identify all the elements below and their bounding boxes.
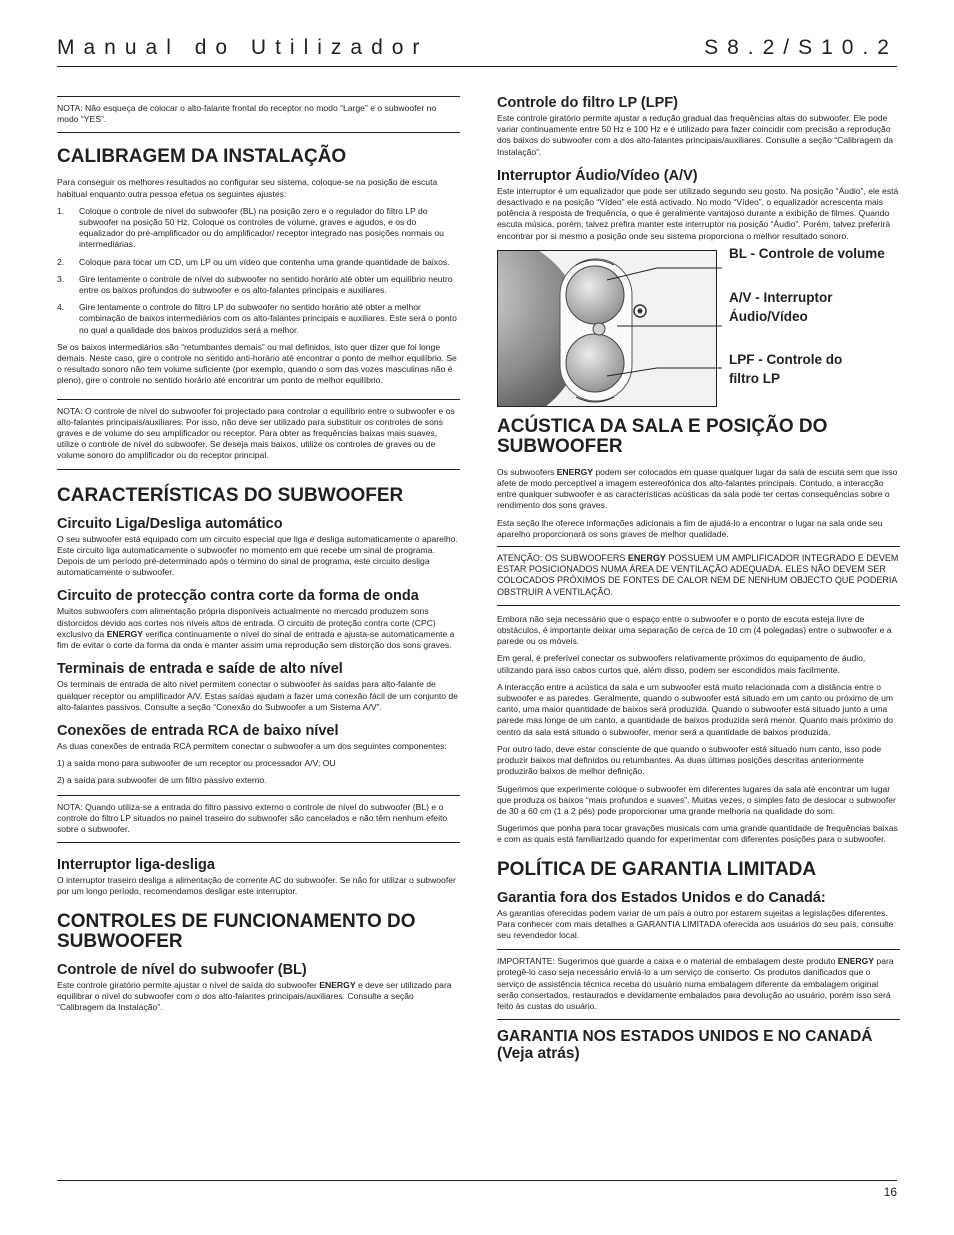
subtitle-av-switch: Interruptor Áudio/Vídeo (A/V) [497, 167, 698, 184]
power-switch-text: O interruptor traseiro desliga a alimentação de corrente AC do subwoofer. Se não for utilizar o subwoofer por um longo período, recomendamos desligar este interruptor. [57, 875, 456, 897]
level-control-text: Este controle giratório permite ajustar o nível de saída do subwoofer ENERGY e deve ser utilizado para equilibrar o nível do subwoofer com o dos alto-falantes principais/auxiliares. Consulte a seção “Calibragem da Instalação”. [57, 979, 452, 1012]
label-bl: BL - Controle de volume [729, 245, 885, 261]
subtitle-clip-protection: Circuito de protecção contra corte da forma de onda [57, 588, 419, 605]
av-switch-text: Este interruptor é um equalizador que pode ser utilizado segundo seu gosto. Na posição “Áudio”, ele está desactivado e na posição “Vídeo” ele está activado. No modo “Vídeo”, o equalizador acrescenta mais potência à resposta de frequência, o que é geralmente vantajoso durante a exibição de filmes. Quando escuta música, porém, talvez prefira manter este interruptor na posição “Áudio”. Porém, talvez preferirá encontrar por si mesmo a posição onde seu sistema proporciona o melhor resultado sonoro. [497, 185, 899, 241]
section-title-warranty: POLÍTICA DE GARANTIA LIMITADA [497, 858, 817, 880]
important-note: IMPORTANTE: Sugerimos que guarde a caixa e o material de embalagem deste produto ENERGY para protegê-lo caso seja necessário enviá-lo a um serviço de conserto. Os produtos danificados que o serviço de assistência técnica receba do usuário numa embalagem diferente da embalagem original serão consertados, restaurados e devidamente embalados para devolução ao usuário, porém isso será feito às custas do usuário. [497, 949, 900, 1020]
high-level-terminals-text: Os terminais de entrada de alto nível permitem conectar o subwoofer às saídas para alto-falante de qualquer receptor ou amplificador A/V. Estas saídas ajudam a fazer uma conexão fácil de um conjunto de alto-falantes passivos. Consulte a seção “Conexão do Subwoofer a um Sistema A/V”. [57, 679, 458, 712]
page-number: 16 [883, 1185, 897, 1199]
calibration-after: Se os baixos intermediários são “retumbantes demais” ou mal definidos, isto quer dizer que foi longe demais. Neste caso, gire o controle no sentido anti-horário até encontrar o ponto de melhor equilíbrio. Se o resultado sonoro não tem volume suficiente (por exemplo, quando o som das vozes masculinas não é pleno), gire o controle no sentido horário até encontrar um ponto de melhor equilíbrio. [57, 341, 457, 386]
label-lpf: LPF - Controle do filtro LP [729, 351, 843, 386]
subtitle-high-level-terminals: Terminais de entrada e saíde de alto nível [57, 661, 343, 678]
header-rule [57, 66, 897, 67]
model-number: S8.2/S10.2 [704, 36, 898, 59]
note-large-mode: NOTA: Não esqueça de colocar o alto-falante frontal do receptor no modo “Large” e o subwoofer no modo “YES”. [57, 96, 460, 133]
list-item: 3. Gire lentamente o controle de nível do subwoofer no sentido horário até obter um equilíbrio neutro entre os baixos profundos do subwoofer e os alto-falantes principais e auxiliares. [57, 273, 453, 296]
note-passive-filter: NOTA: Quando utiliza-se a entrada do filtro passivo externo o controle de nível do subwoofer (BL) e o controle do filtro LP situados no painel traseiro do subwoofer são cancelados e não têm nenhum efeito sobre o subwoofer. [57, 795, 460, 844]
label-av: A/V - Interruptor Áudio/Vídeo [729, 289, 833, 324]
note-level-control: NOTA: O controle de nível do subwoofer foi projectado para controlar o equilíbrio entre o subwoofer e os alto-falantes principais/auxiliares. Por isso, não deve ser utilizado para substituir os controles de sons graves e de volume do seu amplificador ou receptor. Para obter as frequências baixas mais suaves, utilize o controle de nível do subwoofer. Se deseja mais baixos, utilize os controles de graves ou de volume sonoro do amplificador ou do receptor principal. [57, 399, 460, 470]
acoustics-p3: Embora não seja necessário que o espaço entre o subwoofer e o ponto de escuta esteja livre de obstáculos, é importante deixar uma separação de cerca de 10 cm (4 polegadas) entre o subwoofer e a parede ou os móveis. [497, 613, 892, 647]
clip-protection-text: Muitos subwoofers com alimentação própria disponíveis actualmente no mercado produzem sons distorcidos devido aos cortes nos níveis altos de entrada. O circuito de proteção contra corte (CPC) exclusivo da ENERGY verifica continuamente o nível do sinal de entrada e ajusta-se automaticamente a fim de evitar o corte da forma da onda e manter assim uma reprodução sem distorção dos sons graves. [57, 606, 455, 651]
subtitle-auto-onoff: Circuito Liga/Desliga automático [57, 515, 283, 532]
warranty-text: As garantias oferecidas podem variar de um país a outro por estarem sujeitas a legislações diferentes. Para conhecer com mais detalhes a GARANTIA LIMITADA oferecida aos usuários do seu país, consulte seu revendedor local. [497, 907, 894, 940]
subtitle-level-control: Controle de nível do subwoofer (BL) [57, 961, 307, 978]
section-title-controls: CONTROLES DE FUNCIONAMENTO DO SUBWOOFER [57, 910, 416, 952]
subtitle-lp-filter: Controle do filtro LP (LPF) [497, 95, 678, 111]
acoustics-p7: Sugerimos que experimente coloque o subwoofer em diferentes lugares da sala até encontrar um lugar que produza os baixos “mais profundos e suaves”. Muitas vezes, o simples fato de deslocar o subwoofer de 30 a 60 cm (1 a 2 pés) pode proporcionar uma grande melhoria na qualidade do som. [497, 783, 896, 816]
rca-option-2: 2) a saída para subwoofer de um filtro passivo externo. [57, 775, 267, 786]
section-title-calibration: CALIBRAGEM DA INSTALAÇÃO [57, 146, 347, 168]
subtitle-warranty-outside: Garantia fora dos Estados Unidos e do Canadá: [497, 889, 826, 906]
subtitle-rca-inputs: Conexões de entrada RCA de baixo nível [57, 722, 339, 739]
auto-onoff-text: O seu subwoofer está equipado com um circuito especial que liga e desliga automaticamente o aparelho. Este circuito liga automaticamente o subwoofer no momento em que recebe um sinal de programa. Depois de um período pré-determinado após o término do sinal de programa, este circuito desliga automaticamente o subwoofer. [57, 533, 458, 578]
subtitle-warranty-us-canada: GARANTIA NOS ESTADOS UNIDOS E NO CANADÁ (Veja atrás) [497, 1028, 873, 1063]
acoustics-p1: Os subwoofers ENERGY podem ser colocados em quase qualquer lugar da sala de escuta sem que isso afete de modo perceptível a imagem estereofónica dos alto-falantes principais. Contudo, a interacção entre qualquer subwoofer e as características acústicas da sala pode ter certas consequências sobre o rendimento dos sons graves. [497, 466, 898, 511]
calibration-steps [57, 206, 460, 336]
acoustics-p8: Sugerimos que ponha para tocar gravações musicais com uma grande quantidade de frequências baixas e com as quais está familiarizado quando for experimentar com diferentes posições para o subwoofer. [497, 823, 898, 845]
controls-diagram [497, 245, 900, 405]
section-title-features: CARACTERÍSTICAS DO SUBWOOFER [57, 484, 404, 506]
left-column [57, 96, 460, 1019]
rca-inputs-text: As duas conexões de entrada RCA permitem conectar o subwoofer a um dos seguintes componentes: [57, 740, 447, 751]
lp-filter-text: Este controle giratório permite ajustar a redução gradual das frequências altas do subwoofer. Ele pode variar continuamente entre 50 Hz e 100 Hz e é utilizado para fazer coincidir com precisão a reprodução dos baixos do subwoofer com a dos alto-falantes principais/auxiliares. Consulte a seção “Calibragem da Instalação”. [497, 113, 894, 157]
acoustics-p4: Em geral, é preferível conectar os subwoofers relativamente próximos do equipamento de áudio, utilizando para isso cabos curtos que, além disso, podem ser escondidos mais facilmente. [497, 653, 866, 675]
acoustics-p5: A interacção entre a acústica da sala e um subwoofer está muito relacionada com a distância entre o subwoofer e as paredes. Geralmente, quando o subwoofer está situado em um canto ou próximo de um canto, uma maior quantidade de baixos será produzida. Quando o subwoofer está situado junto a uma parede mas longe de um canto, a quantidade de baixos produzida será menor. Quanto mais próximo do centro da sala está situado o subwoofer, menor será a quantidade de baixos produzida. [497, 681, 894, 737]
rca-option-1: 1) a saída mono para subwoofer de um receptor ou processador A/V; OU [57, 758, 336, 769]
calibration-intro: Para conseguir os melhores resultados ao configurar seu sistema, coloque-se na posição de escuta habitual enquanto outra pessoa efetua os seguintes ajustes: [57, 177, 438, 199]
footer-rule [57, 1180, 897, 1181]
ventilation-warning: ATENÇÃO: OS SUBWOOFERS ENERGY POSSUEM UM AMPLIFICADOR INTEGRADO E DEVEM ESTAR POSICIONADOS NUMA ÁREA DE VENTILAÇÃO ADEQUADA. ELES NÃO DEVEM SER COLOCADOS PRÓXIMOS DE FONTES DE CALOR NEM DE NENHUM OBJECTO QUE PODERIA OBSTRUIR A VENTILAÇÃO. [497, 546, 900, 606]
subtitle-power-switch: Interruptor liga-desliga [57, 857, 215, 874]
manual-title: Manual do Utilizador [57, 36, 429, 59]
list-item: 4. Gire lentamente o controle do filtro LP do subwoofer no sentido horário até obter a melhor combinação de baixos intermediários com os alto-falantes principais e auxiliares. Este será o ponto no qual a qualidade dos baixos produzidos será a melhor. [57, 302, 457, 335]
section-title-acoustics: ACÚSTICA DA SALA E POSIÇÃO DO SUBWOOFER [497, 415, 828, 457]
acoustics-p2: Esta seção lhe oferece informações adicionais a fim de ajudá-lo a encontrar o lugar na sala onde seu aparelho proporcionará os sons graves de melhor qualidade. [497, 517, 883, 539]
list-item: 1. Coloque o controle de nível do subwoofer (BL) na posição zero e o regulador do filtro LP do subwoofer na posição 50 Hz. Coloque os controles de volume, graves e agudos, e os do equalizador do pré-amplificador ou do amplificador/ receptor integrado nas posições normais ou intermediárias. [57, 205, 444, 250]
list-item: 2. Coloque para tocar um CD, um LP ou um vídeo que contenha uma grande quantidade de baixos. [57, 256, 450, 267]
acoustics-p6: Por outro lado, deve estar consciente de que quando o subwoofer está situado num canto, isso pode produzir baixos mal definidos ou retumbantes. As duas últimas posições descritas anteriormente produzirão baixos de melhor definição. [497, 743, 882, 777]
right-column [497, 93, 900, 1066]
